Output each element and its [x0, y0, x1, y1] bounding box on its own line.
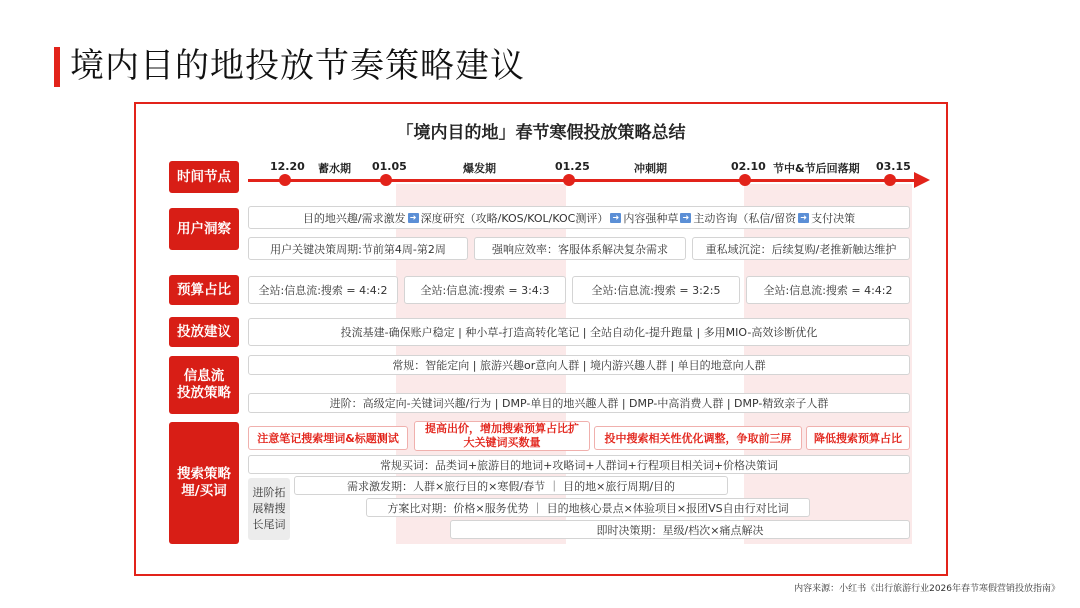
- journey-step: 内容强种草: [623, 211, 679, 225]
- feed-advanced: 进阶：高级定向-关键词兴趣/行为 | DMP-单目的地兴趣人群 | DMP-中高消费人群 | DMP-精致亲子人群: [248, 393, 910, 413]
- insight-card-1: 用户关键决策周期:节前第4周-第2周: [248, 237, 468, 260]
- search-tip-2: 提高出价，增加搜索预算占比扩 大关键词买数量: [414, 421, 590, 451]
- label-advice: 投放建议: [169, 317, 239, 347]
- timeline-date: 12.20: [270, 160, 305, 173]
- arrow-right-icon: ➜: [798, 213, 809, 223]
- label-insight: 用户洞察: [169, 208, 239, 250]
- budget-card-4: 全站:信息流:搜索 = 4:4:2: [746, 276, 910, 304]
- insight-card-2: 强响应效率：客服体系解决复杂需求: [474, 237, 686, 260]
- arrow-right-icon: ➜: [680, 213, 691, 223]
- feed-regular: 常规：智能定向 | 旅游兴趣or意向人群 | 境内游兴趣人群 | 单目的地意向人群: [248, 355, 910, 375]
- timeline-date: 02.10: [731, 160, 766, 173]
- timeline-date: 03.15: [876, 160, 911, 173]
- timeline-phase: 爆发期: [463, 162, 496, 175]
- title-accent-bar: [54, 47, 60, 87]
- timeline-dot: [279, 174, 291, 186]
- journey-step: 深度研究（攻略/KOS/KOL/KOC测评）: [420, 211, 609, 225]
- timeline-dot: [739, 174, 751, 186]
- budget-card-3: 全站:信息流:搜索 = 3:2:5: [572, 276, 740, 304]
- timeline-date: 01.05: [372, 160, 407, 173]
- search-regular: 常规买词：品类词+旅游目的地词+攻略词+人群词+行程项目相关词+价格决策词: [248, 455, 910, 474]
- label-search: 搜索策略 埋/买词: [169, 422, 239, 544]
- insight-card-3: 重私域沉淀：后续复购/老推新触达维护: [692, 237, 910, 260]
- search-tip-4: 降低搜索预算占比: [806, 426, 910, 450]
- advice-row: 投流基建-确保账户稳定 | 种小草-打造高转化笔记 | 全站自动化-提升跑量 | 多用MIO-高效诊断优化: [248, 318, 910, 346]
- page-title: 境内目的地投放节奏策略建议: [70, 46, 525, 86]
- journey-step: 主动咨询（私信/留资: [693, 211, 797, 225]
- search-advanced-2: 方案比对期：价格×服务优势 ｜ 目的地核心景点×体验项目×报团VS自由行对比词: [366, 498, 810, 517]
- card-title: 「境内目的地」春节寒假投放策略总结: [396, 123, 686, 143]
- timeline-line: [248, 179, 918, 182]
- search-advanced-3: 即时决策期：星级/档次×痛点解决: [450, 520, 910, 539]
- search-tip-3: 投中搜索相关性优化调整，争取前三屏: [594, 426, 802, 450]
- label-budget: 预算占比: [169, 275, 239, 305]
- arrow-right-icon: ➜: [610, 213, 621, 223]
- journey-step: 支付决策: [811, 211, 856, 225]
- timeline-date: 01.25: [555, 160, 590, 173]
- timeline-dot: [563, 174, 575, 186]
- budget-card-1: 全站:信息流:搜索 = 4:4:2: [248, 276, 398, 304]
- timeline-phase: 冲刺期: [634, 162, 667, 175]
- insight-journey: [248, 206, 910, 229]
- timeline-dot: [884, 174, 896, 186]
- source-note: 内容来源：小红书《出行旅游行业2026年春节寒假营销投放指南》: [794, 584, 1060, 594]
- timeline-phase: 节中&节后回落期: [773, 162, 860, 175]
- timeline-arrow: [914, 172, 930, 188]
- search-advanced-1: 需求激发期：人群×旅行目的×寒假/春节 ｜ 目的地×旅行周期/目的: [294, 476, 728, 495]
- budget-card-2: 全站:信息流:搜索 = 3:4:3: [404, 276, 566, 304]
- search-tip-1: 注意笔记搜索埋词&标题测试: [248, 426, 408, 450]
- search-advanced-label: 进阶拓 展精搜 长尾词: [248, 478, 290, 540]
- timeline-dot: [380, 174, 392, 186]
- arrow-right-icon: ➜: [408, 213, 419, 223]
- label-time: 时间节点: [169, 161, 239, 193]
- journey-step: 目的地兴趣/需求激发: [302, 211, 406, 225]
- label-feed: 信息流 投放策略: [169, 356, 239, 414]
- timeline-phase: 蓄水期: [318, 162, 351, 175]
